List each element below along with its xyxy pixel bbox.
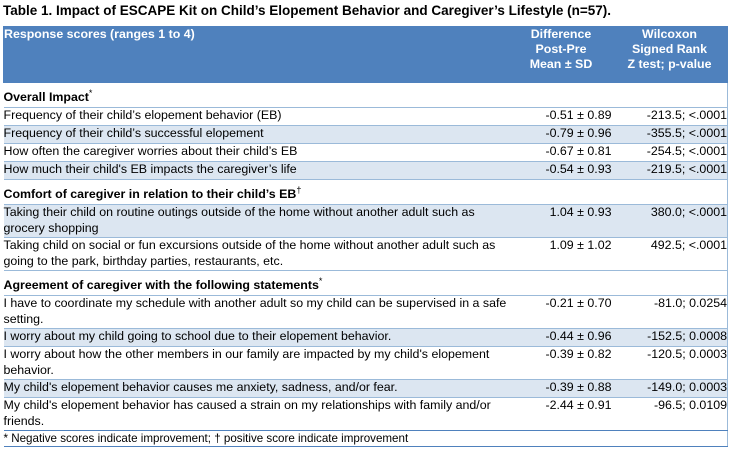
row-wilcoxon: -120.5; 0.0003: [612, 347, 728, 380]
table-row: [4, 205, 728, 238]
section-title: Overall Impact: [3, 90, 89, 105]
results-table: [3, 26, 728, 447]
footnote-row: [4, 431, 728, 447]
table-row: [4, 380, 728, 398]
row-label: I worry about my child going to school due to their elopement behavior.: [4, 329, 511, 347]
table-row: [4, 108, 728, 126]
row-wilcoxon: -213.5; <.0001: [612, 108, 728, 126]
table-header-row: [4, 27, 728, 83]
section-title: Agreement of caregiver with the following statements: [3, 278, 319, 293]
section-footnote-mark: *: [88, 88, 93, 98]
row-difference: -0.51 ± 0.89: [511, 108, 612, 126]
row-difference: -0.21 ± 0.70: [511, 296, 612, 329]
row-wilcoxon: 380.0; <.0001: [612, 205, 728, 238]
section-footnote-mark: *: [318, 276, 323, 287]
row-label: Taking their child on routine outings outside of the home without another adult such as grocery shopping: [4, 205, 511, 238]
row-difference: -0.54 ± 0.93: [511, 162, 612, 180]
header-wilcoxon-line3: Z test; p-value: [627, 57, 712, 71]
row-wilcoxon: -96.5; 0.0109: [612, 398, 728, 431]
table-row: [4, 162, 728, 180]
row-difference: -0.79 ± 0.96: [511, 126, 612, 144]
header-response-scores: Response scores (ranges 1 to 4): [4, 27, 511, 83]
section-title: Comfort of caregiver in relation to their child’s EB: [3, 187, 297, 202]
row-difference: -0.39 ± 0.82: [511, 347, 612, 380]
table-row: [4, 126, 728, 144]
row-wilcoxon: -152.5; 0.0008: [612, 329, 728, 347]
row-wilcoxon: -219.5; <.0001: [612, 162, 728, 180]
row-difference: 1.04 ± 0.93: [511, 205, 612, 238]
header-wilcoxon-line1: Wilcoxon: [642, 27, 697, 41]
section-header: [4, 271, 728, 296]
row-label: I worry about how the other members in our family are impacted by my child's elopement behavior.: [4, 347, 511, 380]
table-row: [4, 329, 728, 347]
row-wilcoxon: 492.5; <.0001: [612, 238, 728, 271]
row-label: How much their child's EB impacts the caregiver’s life: [4, 162, 511, 180]
header-difference-line3: Mean ± SD: [529, 57, 593, 71]
table-title: Table 1. Impact of ESCAPE Kit on Child’s Elopement Behavior and Caregiver’s Lifestyle (n=57).: [3, 3, 612, 18]
section-header: [4, 180, 728, 205]
header-wilcoxon-line2: Signed Rank: [631, 42, 708, 56]
row-label: How often the caregiver worries about their child’s EB: [4, 144, 511, 162]
row-difference: 1.09 ± 1.02: [511, 238, 612, 271]
section-footnote-mark: †: [296, 185, 302, 196]
section-header: [4, 83, 728, 108]
table-row: [4, 296, 728, 329]
row-label: Frequency of their child’s successful elopement: [4, 126, 511, 144]
row-difference: -2.44 ± 0.91: [511, 398, 612, 431]
row-wilcoxon: -355.5; <.0001: [612, 126, 728, 144]
table-body: [4, 83, 728, 431]
row-label: I have to coordinate my schedule with another adult so my child can be supervised in a safe setting.: [4, 296, 511, 329]
header-wilcoxon: [612, 27, 728, 83]
header-difference-line1: Difference: [530, 27, 592, 41]
row-label: My child's elopement behavior causes me anxiety, sadness, and/or fear.: [4, 380, 511, 398]
section-title-cell: [4, 180, 728, 205]
section-title-cell: [4, 83, 728, 108]
row-difference: -0.39 ± 0.88: [511, 380, 612, 398]
row-label: My child's elopement behavior has caused a strain on my relationships with family and/or friends.: [4, 398, 511, 431]
row-wilcoxon: -149.0; 0.0003: [612, 380, 728, 398]
section-title-cell: [4, 271, 728, 296]
row-wilcoxon: -254.5; <.0001: [612, 144, 728, 162]
header-difference: [511, 27, 612, 83]
row-wilcoxon: -81.0; 0.0254: [612, 296, 728, 329]
header-difference-line2: Post-Pre: [535, 42, 587, 56]
table-row: [4, 238, 728, 271]
table-row: [4, 347, 728, 380]
row-label: Taking child on social or fun excursions outside of the home without another adult such as going to the park, birthday parties, restaurants, etc.: [4, 238, 511, 271]
row-difference: -0.44 ± 0.96: [511, 329, 612, 347]
row-difference: -0.67 ± 0.81: [511, 144, 612, 162]
footnote: * Negative scores indicate improvement; † positive score indicate improvement: [4, 431, 728, 447]
row-label: Frequency of their child’s elopement behavior (EB): [4, 108, 511, 126]
table-row: [4, 398, 728, 431]
table-row: [4, 144, 728, 162]
